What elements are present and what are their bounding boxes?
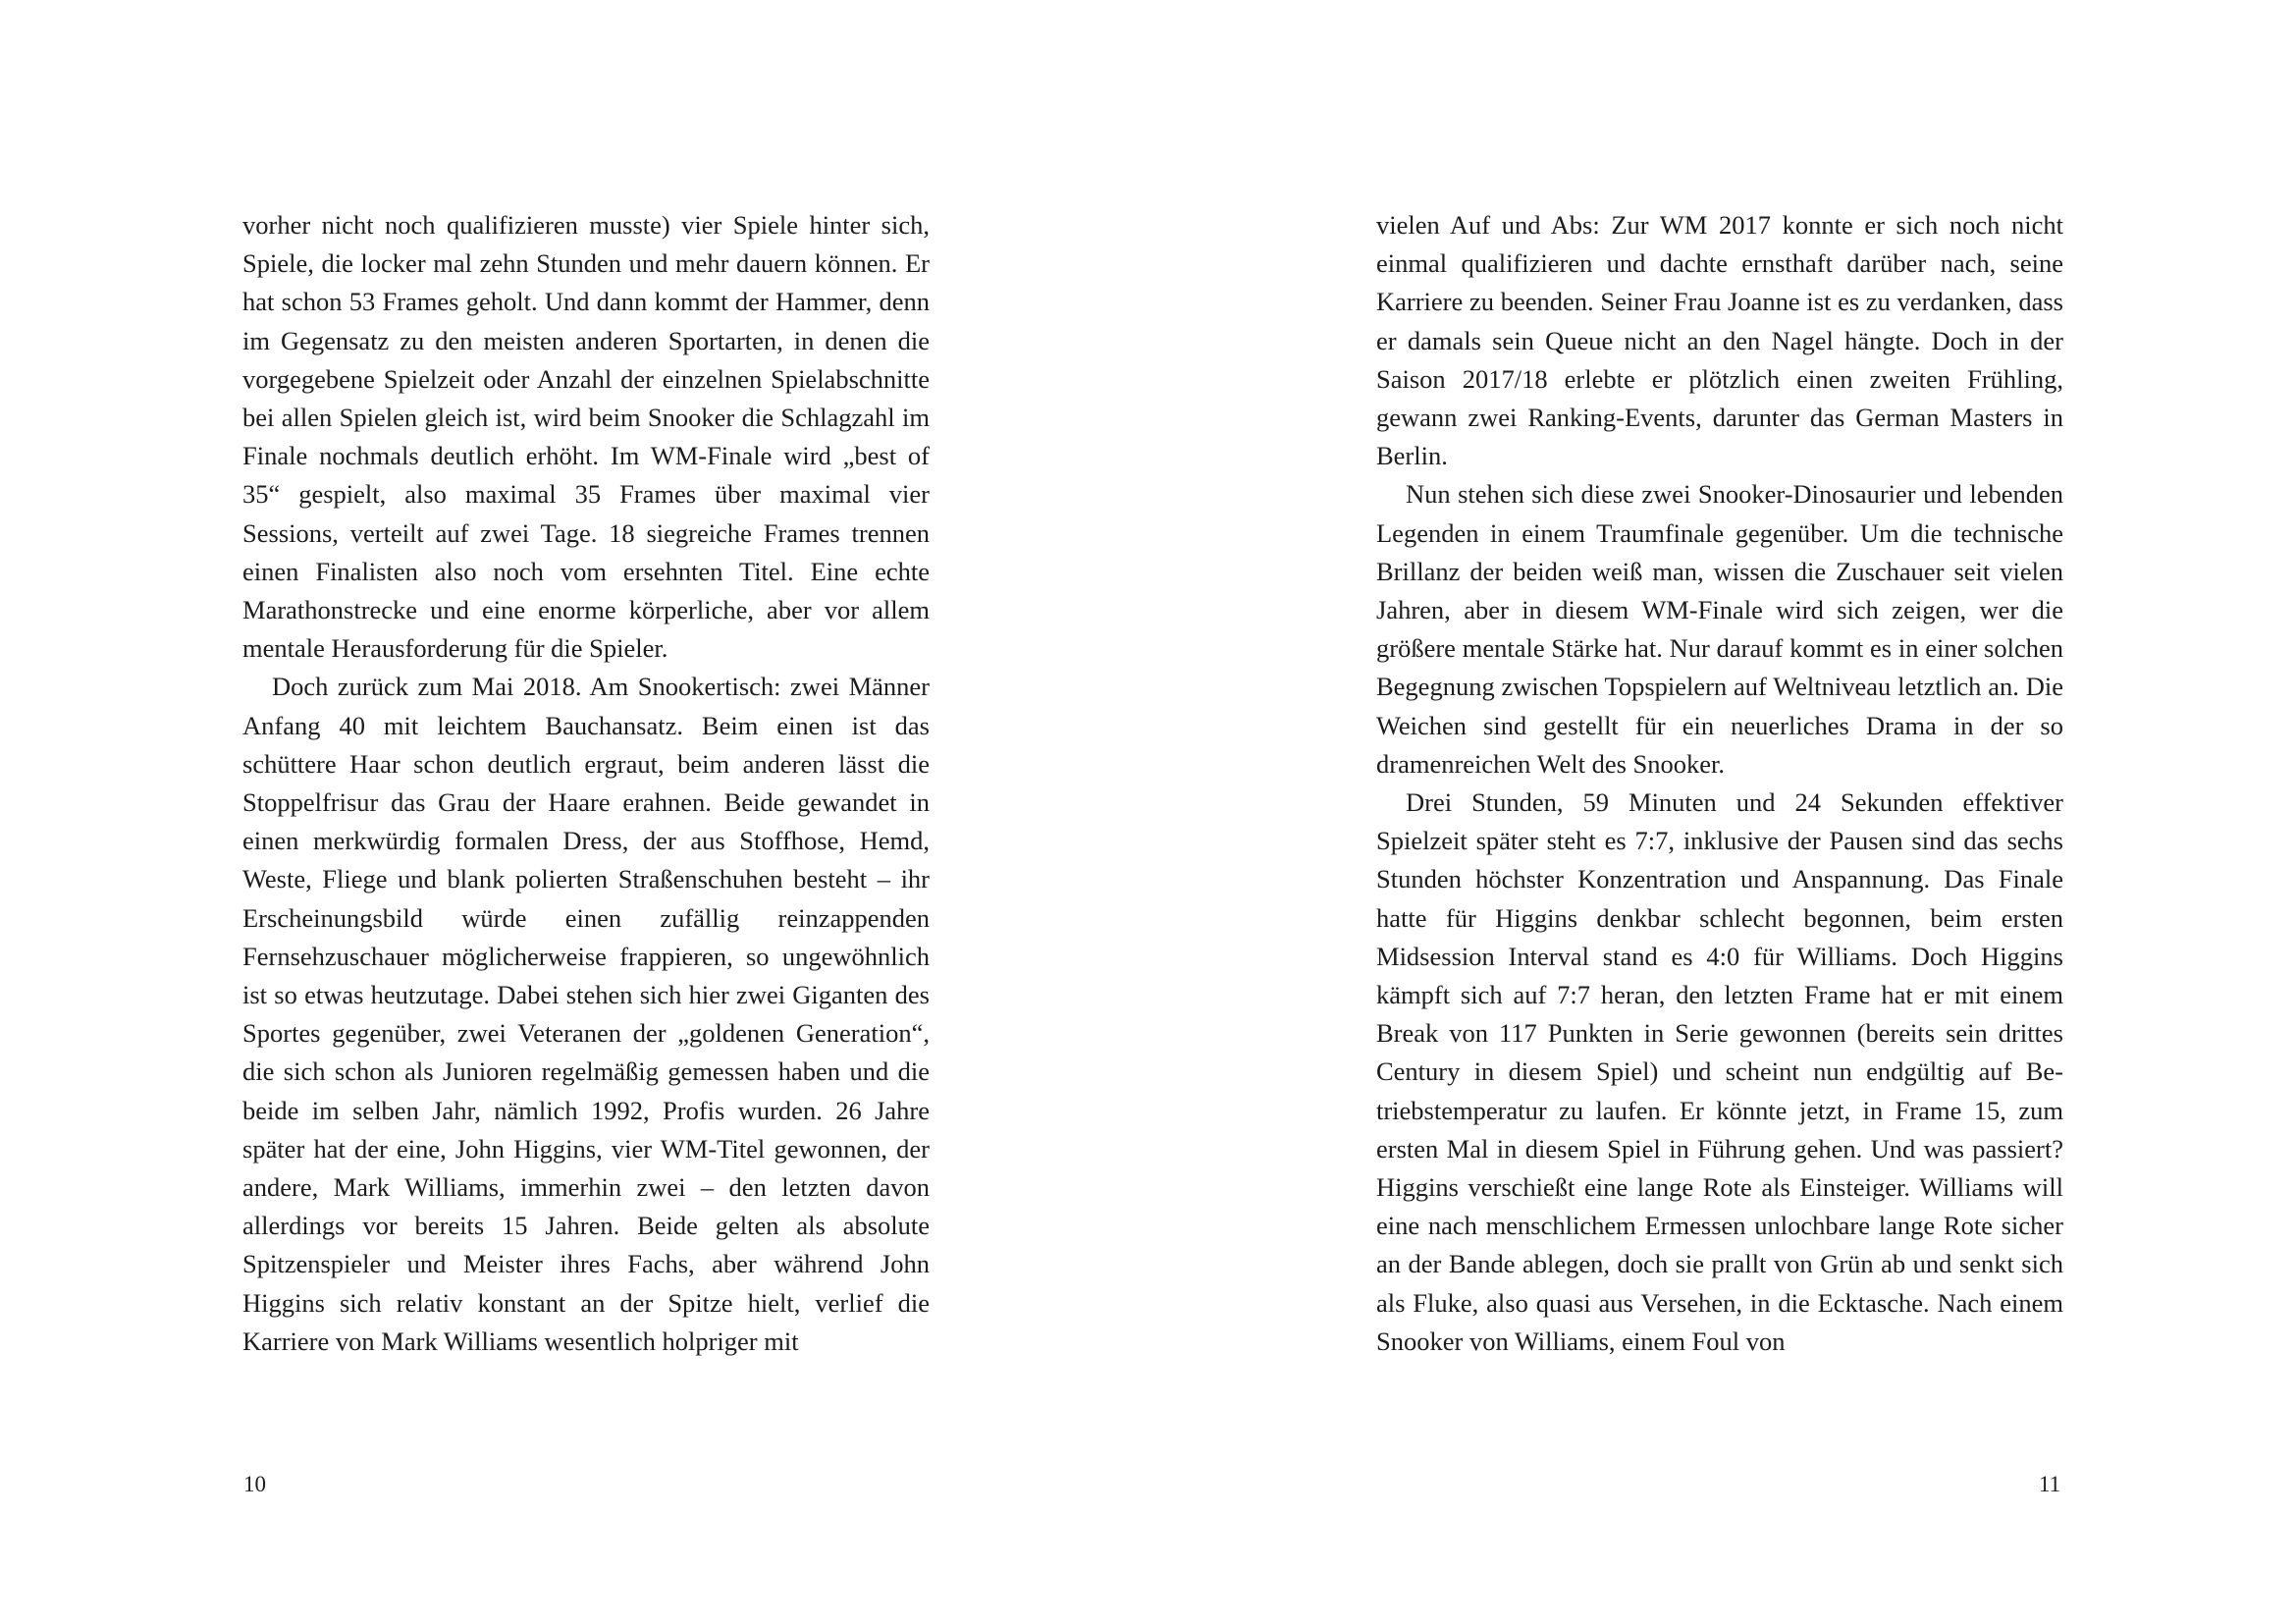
left-page-text	[242, 206, 930, 1361]
left-paragraph-2: Doch zurück zum Mai 2018. Am Snookertisch: zwei Männer Anfang 40 mit leichtem Bauchansatz. Beim einen ist das schüttere Haar schon deutlich ergraut, beim anderen lässt die Stoppelfrisur das Grau der Haare erahnen. Beide gewandet in einen merkwürdig formalen Dress, der aus Stoffhose, Hemd, Weste, Fliege und blank polierten Straßenschuhen besteht – ihr Erscheinungsbild würde einen zufällig reinzappenden Fernsehzuschauer möglicherweise frappieren, so ungewöhnlich ist so etwas heutzutage. Dabei stehen sich hier zwei Giganten des Sportes gegenüber, zwei Veteranen der „goldenen Generation“, die sich schon als Junioren regelmäßig gemessen haben und die beide im selben Jahr, nämlich 1992, Profis wurden. 26 Jahre später hat der eine, John Higgins, vier WM-Titel gewonnen, der andere, Mark Williams, immerhin zwei – den letzten davon allerdings vor bereits 15 Jahren. Beide gelten als absolute Spitzenspieler und Meister ihres Fachs, aber während John Higgins sich relativ konstant an der Spitze hielt, verlief die Karriere von Mark Williams wesentlich holpriger mit	[242, 672, 930, 1356]
left-paragraph-1: vorher nicht noch qualifizieren musste) vier Spiele hinter sich, Spiele, die locker mal zehn Stunden und mehr dauern können. Er hat schon 53 Frames geholt. Und dann kommt der Hammer, denn im Gegensatz zu den meisten anderen Sportarten, in denen die vorgegebene Spielzeit oder Anzahl der einzelnen Spielabschnitte bei allen Spielen gleich ist, wird beim Snooker die Schlagzahl im Finale nochmals deutlich erhöht. Im WM-Finale wird „best of 35“ gespielt, also maximal 35 Frames über maximal vier Sessions, verteilt auf zwei Tage. 18 siegreiche Frames trennen einen Finalisten also noch vom ersehnten Titel. Eine echte Marathonstrecke und eine enorme körperliche, aber vor allem mentale Herausforderung für die Spieler.	[242, 210, 930, 664]
right-paragraph-1: vielen Auf und Abs: Zur WM 2017 konnte er sich noch nicht einmal qualifizieren und dachte ernsthaft darüber nach, seine Karriere zu beenden. Seiner Frau Joanne ist es zu verdanken, dass er damals sein Queue nicht an den Nagel hängte. Doch in der Saison 2017/18 erlebte er plötzlich einen zweiten Frühling, gewann zwei Ranking-Events, darunter das German Masters in Berlin.	[1376, 210, 2063, 471]
right-page-number: 11	[2039, 1472, 2061, 1496]
right-paragraph-3: Drei Stunden, 59 Minuten und 24 Sekunden effektiver Spielzeit später steht es 7:7, inklusive der Pausen sind das sechs Stunden höchster Konzentration und Anspannung. Das Finale hatte für Higgins denkbar schlecht begonnen, beim ersten Midsession Interval stand es 4:0 für Williams. Doch Higgins kämpft sich auf 7:7 heran, den letzten Frame hat er mit einem Break von 117 Punkten in Serie gewonnen (bereits sein drittes Century in diesem Spiel) und scheint nun endgültig auf Betriebstemperatur zu laufen. Er könnte jetzt, in Frame 15, zum ersten Mal in diesem Spiel in Führung gehen. Und was passiert? Higgins verschießt eine lange Rote als Einsteiger. Williams will eine nach menschlichem Ermessen unlochbare lange Rote sicher an der Bande ablegen, doch sie prallt von Grün ab und senkt sich als Fluke, also quasi aus Versehen, in die Ecktasche. Nach einem Snooker von Williams, einem Foul von	[1376, 787, 2063, 1356]
right-page-text	[1376, 206, 2063, 1361]
left-page-number: 10	[243, 1472, 266, 1496]
right-page	[1148, 0, 2296, 1624]
right-paragraph-2: Nun stehen sich diese zwei Snooker-Dinosaurier und lebenden Legenden in einem Traumfinale gegenüber. Um die technische Brillanz der beiden weiß man, wissen die Zuschauer seit vielen Jahren, aber in diesem WM-Finale wird sich zeigen, wer die größere mentale Stärke hat. Nur darauf kommt es in einer solchen Begegnung zwischen Topspielern auf Weltniveau letztlich an. Die Weichen sind gestellt für ein neuerliches Drama in der so dramenreichen Welt des Snooker.	[1376, 479, 2063, 779]
